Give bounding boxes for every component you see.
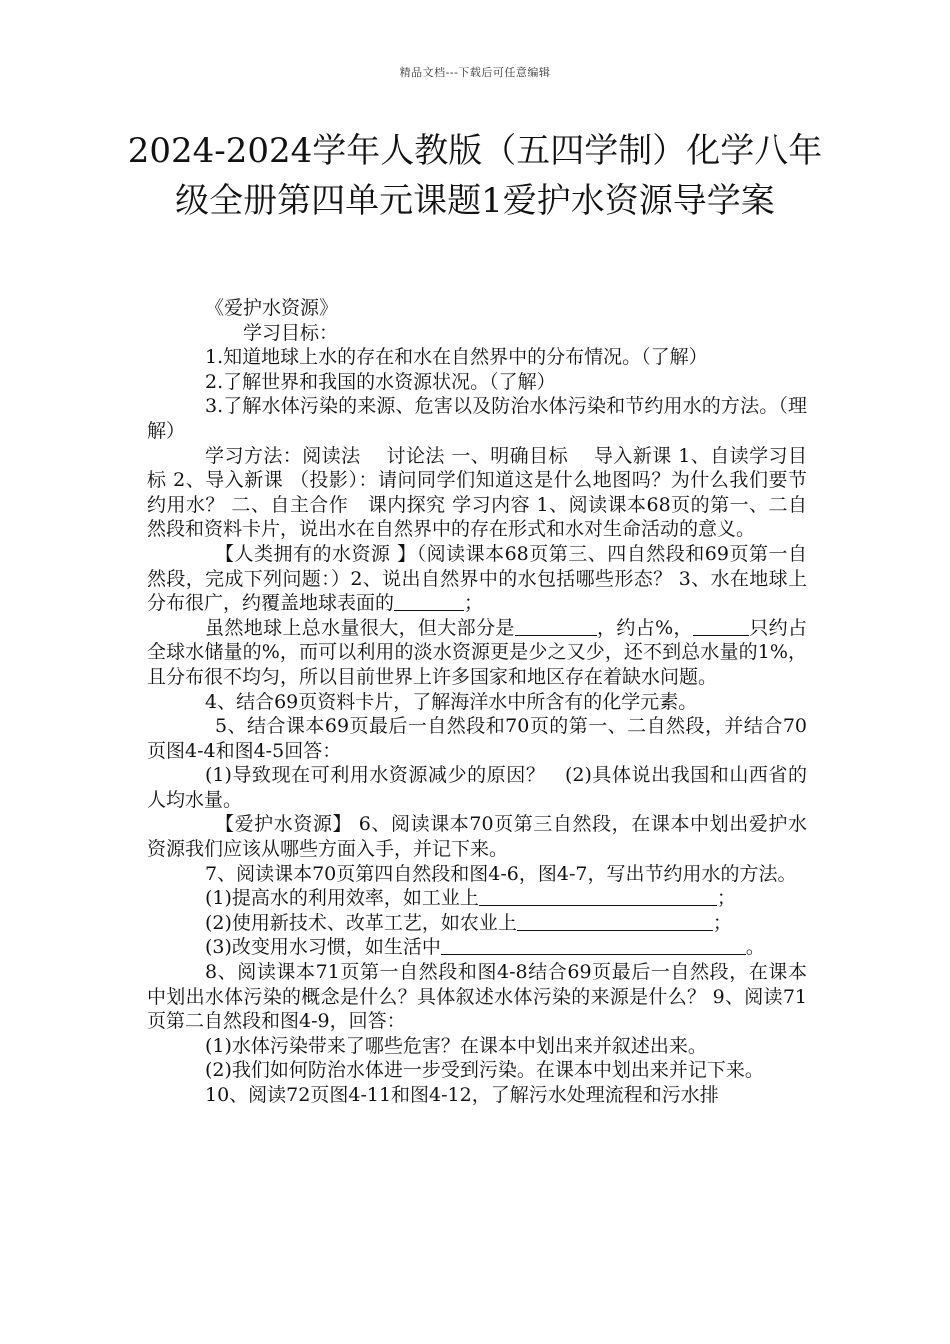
- objective-2: 2.了解世界和我国的水资源状况。（了解）: [205, 370, 556, 393]
- question-10: 10、阅读72页图4-11和图4-12，了解污水处理流程和污水排: [205, 1084, 719, 1106]
- fill-in-blank[interactable]: [441, 936, 746, 955]
- paragraph-text: 。: [745, 936, 765, 959]
- paragraph-text: (3)改变用水习惯，如生活中: [205, 936, 441, 959]
- paragraph-text: (2)使用新技术、改革工艺，如农业上: [205, 911, 517, 934]
- paragraph-text: ；: [712, 911, 732, 934]
- document-title: 2024-2024学年人教版（五四学制）化学八年级全册第四单元课题1爱护水资源导学案: [127, 131, 823, 221]
- fill-in-blank[interactable]: [394, 592, 464, 611]
- paragraph-text: ；: [464, 592, 484, 615]
- question-8-9: 8、阅读课本71页第一自然段和图4-8结合69页最后一自然段，在课本中划出水体污染的概念是什么？具体叙述水体污染的来源是什么？ 9、阅读71页第二自然段和图4-9，回答：: [147, 961, 807, 1033]
- page-header: 精品文档---下载后可任意编辑: [399, 66, 551, 79]
- document-body: [147, 296, 807, 1108]
- paragraph-text: 虽然地球上总水量很大，但大部分是: [205, 616, 515, 639]
- water-resources-paragraph: [147, 542, 807, 616]
- question-9-subitem-1: (1)水体污染带来了哪些危害？在课本中划出来并叙述出来。: [205, 1034, 707, 1057]
- learning-methods-paragraph: 学习方法：阅读法 讨论法 一、明确目标 导入新课 1、自读学习目标 2、导入新课 （投影）：请问同学们知道这是什么地图吗？为什么我们要节约用水？ 二、自主合作 课内探究 学习内容 1、阅读课本68页的第一、二自然段和资料卡片，说出水在自然界中的存在形式和水对生命活动的意义。: [147, 444, 807, 541]
- paragraph-text: ，约占%，: [596, 616, 693, 639]
- paragraph-text: 【人类拥有的水资源 】（阅读课本68页第三、四自然段和69页第一自然段，完成下列问题：）2、说出自然界中的水包括哪些形态？ 3、水在地球上分布很广，约覆盖地球表面的: [147, 542, 807, 615]
- fill-in-blank[interactable]: [479, 887, 717, 906]
- method-2: [147, 911, 807, 936]
- question-9-subitem-2: (2)我们如何防治水体进一步受到污染。在课本中划出来并记下来。: [205, 1059, 764, 1082]
- protect-water-paragraph: 【爱护水资源】 6、阅读课本70页第三自然段，在课本中划出爱护水资源我们应该从哪些方面入手，并记下来。: [147, 813, 807, 861]
- fill-in-blank[interactable]: [517, 912, 713, 931]
- method-3: [147, 935, 807, 960]
- fill-in-blank[interactable]: [693, 617, 749, 636]
- method-1: [147, 886, 807, 911]
- fill-in-blank[interactable]: [515, 617, 597, 636]
- question-7: 7、阅读课本70页第四自然段和图4-6，图4-7，写出节约用水的方法。: [205, 862, 797, 885]
- question-5-subitems: (1)导致现在可利用水资源减少的原因？ (2)具体说出我国和山西省的人均水量。: [147, 764, 807, 811]
- learning-objectives-heading: 学习目标：: [243, 321, 339, 344]
- objective-1: 1.知道地球上水的存在和水在自然界中的分布情况。（了解）: [205, 346, 708, 369]
- paragraph-text: ；: [716, 887, 736, 910]
- paragraph-text: 只约占全球水储量的%，而可以利用的淡水资源更是少之又少，还不到总水量的1%，且分布很不均匀，所以目前世界上许多国家和地区存在着缺水问题。: [147, 616, 807, 688]
- question-4: 4、结合69页资料卡片，了解海洋水中所含有的化学元素。: [205, 690, 698, 713]
- section-heading: 《爱护水资源》: [205, 297, 339, 319]
- total-water-paragraph: [147, 616, 807, 690]
- objective-3: 3.了解水体污染的来源、危害以及防治水体污染和节约用水的方法。（理解）: [147, 395, 807, 442]
- question-5: 5、结合课本69页最后一自然段和70页的第一、二自然段，并结合70页图4-4和图4-5回答：: [147, 715, 807, 762]
- paragraph-text: (1)提高水的利用效率，如工业上: [205, 887, 479, 910]
